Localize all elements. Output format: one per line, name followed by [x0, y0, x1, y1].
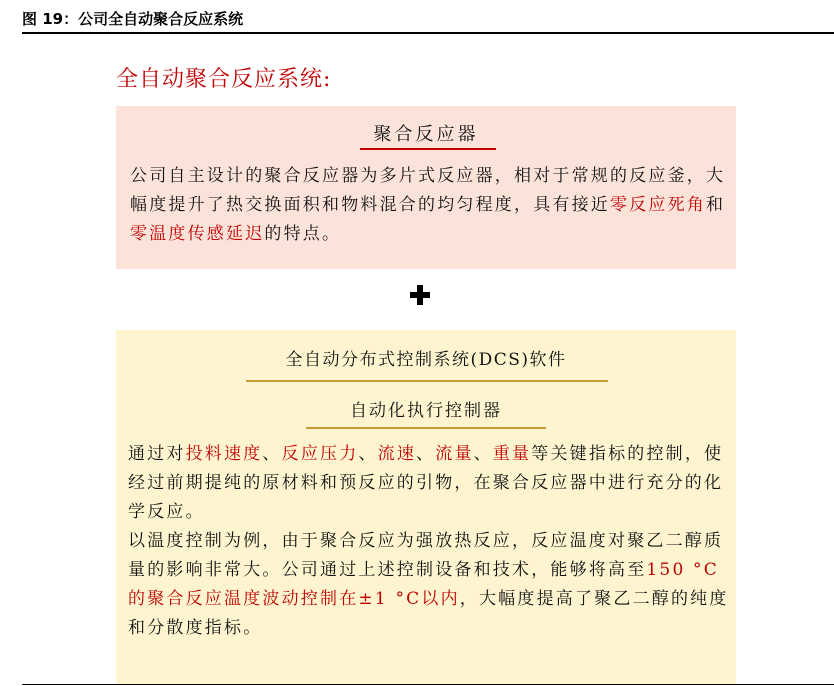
highlight-zero-sensing-delay: 零温度传感延迟	[130, 224, 265, 244]
para1-intro: 通过对	[128, 444, 186, 464]
highlight-reaction-pressure: 反应压力	[281, 444, 359, 464]
highlight-flow-speed: 流速	[377, 444, 417, 464]
dcs-paragraph-1	[128, 440, 738, 527]
reactor-box	[116, 106, 736, 269]
plus-icon	[405, 281, 435, 311]
reactor-description	[130, 162, 738, 249]
top-rule	[22, 32, 834, 34]
reactor-desc-part3: 的特点。	[264, 224, 342, 244]
controller-subtitle: 自动化执行控制器	[350, 401, 502, 421]
para1-rest: 等关键指标的控制，使经过前期提纯的原材料和预反应的引物，在聚合反应器中进行充分的化学反应。	[128, 444, 724, 522]
reactor-desc-part1: 公司自主设计的聚合反应器为多片式反应器，相对于常规的反应釜，大幅度提升了热交换面积和物料混合的均匀程度，具有接近	[130, 166, 726, 215]
para2-rest: ，大幅度提高了聚乙二醇的纯度和分散度指标。	[128, 589, 729, 638]
highlight-flow-rate: 流量	[435, 444, 474, 464]
reactor-desc-part2: 和	[706, 195, 726, 215]
reactor-title-underline	[360, 148, 496, 150]
separator: 、	[358, 444, 378, 464]
separator: 、	[262, 444, 282, 464]
plus-icon-vertical	[417, 285, 423, 305]
para2-intro: 以温度控制为例，由于聚合反应为强放热反应，反应温度对聚乙二醇质量的影响非常大。公司通过上述控制设备和技术，能够将高至	[128, 531, 724, 580]
dcs-description	[128, 440, 738, 643]
highlight-weight: 重量	[492, 444, 532, 464]
dcs-subtitle: 全自动分布式控制系统(DCS)软件	[285, 350, 567, 370]
dcs-box	[116, 330, 736, 684]
bottom-rule	[22, 684, 834, 685]
controller-subtitle-underline	[306, 427, 546, 429]
highlight-feed-speed: 投料速度	[185, 444, 263, 464]
section-heading: 全自动聚合反应系统:	[116, 67, 332, 92]
separator: 、	[416, 444, 436, 464]
dcs-paragraph-2	[128, 527, 738, 643]
highlight-zero-dead-angle: 零反应死角	[610, 195, 706, 215]
highlight-temperature-control: 150 °C的聚合反应温度波动控制在±1 °C以内	[128, 560, 719, 609]
dcs-subtitle-underline	[246, 380, 608, 382]
figure-title: 图 19：公司全自动聚合反应系统	[22, 10, 244, 28]
separator: 、	[473, 444, 493, 464]
reactor-box-title: 聚合反应器	[373, 124, 479, 145]
